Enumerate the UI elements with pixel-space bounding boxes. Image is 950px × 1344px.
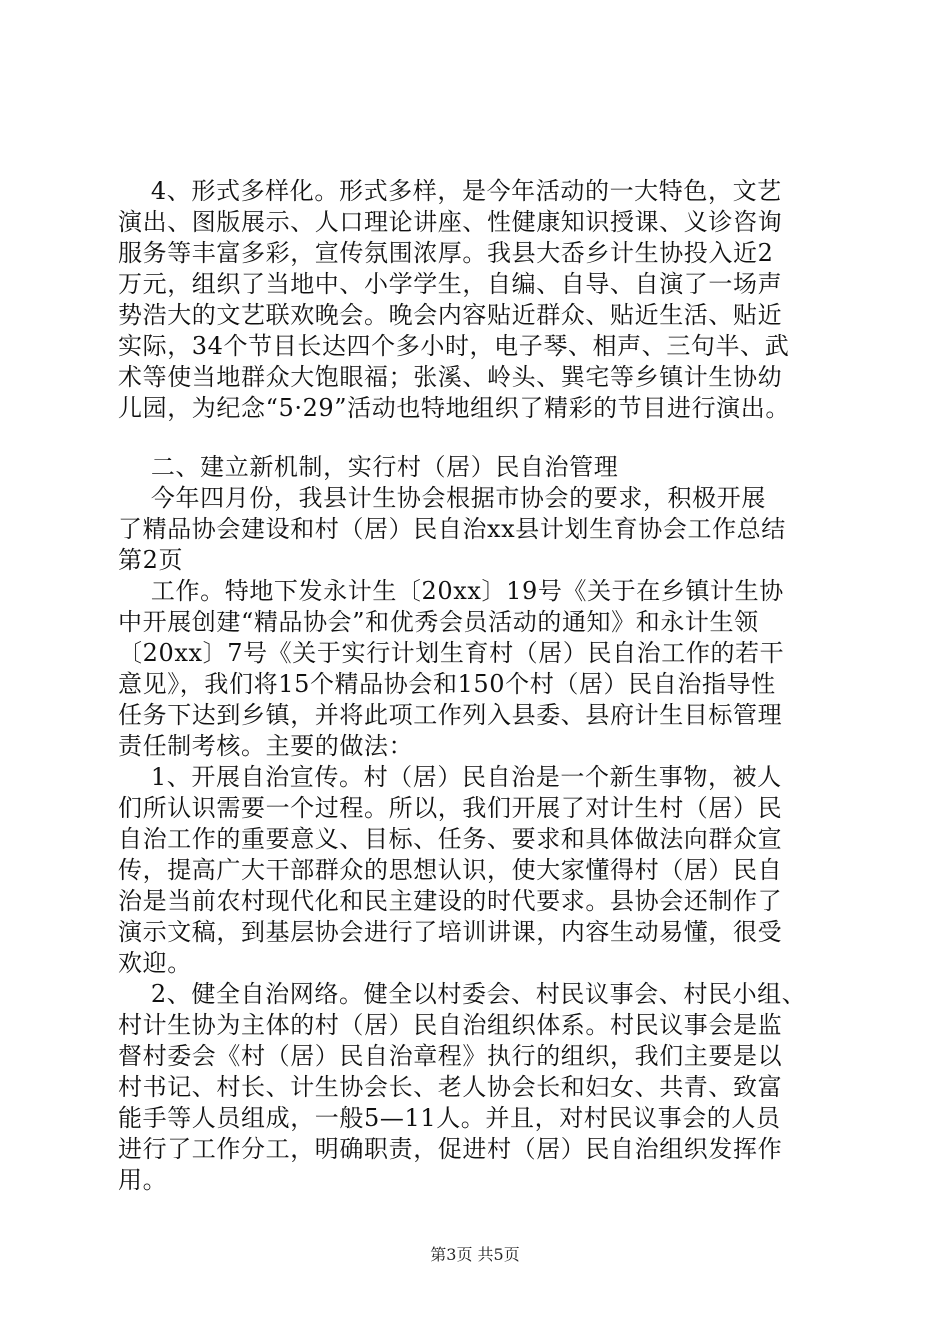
paragraph-line: 村书记、村长、计生协会长、老人协会长和妇女、共青、致富 [118, 1073, 783, 1101]
paragraph-line: 实际，34个节目长达四个多小时，电子琴、相声、三句半、武 [118, 332, 790, 360]
paragraph-line: 2、健全自治网络。健全以村委会、村民议事会、村民小组、 [118, 980, 807, 1008]
paragraph-line: 势浩大的文艺联欢晚会。晚会内容贴近群众、贴近生活、贴近 [118, 301, 783, 329]
paragraph-line: 万元，组织了当地中、小学学生，自编、自导、自演了一场声 [118, 270, 783, 298]
paragraph-line: 传，提高广大干部群众的思想认识，使大家懂得村（居）民自 [118, 856, 783, 884]
paragraph-line: 术等使当地群众大饱眼福；张溪、岭头、巽宅等乡镇计生协幼 [118, 363, 783, 391]
paragraph-line: 工作。特地下发永计生〔20xx〕19号《关于在乡镇计生协 [118, 577, 784, 605]
section-form-diversity [118, 176, 838, 424]
paragraph-line: 欢迎。 [118, 949, 192, 977]
paragraph-line: 们所认识需要一个过程。所以，我们开展了对计生村（居）民 [118, 794, 783, 822]
paragraph-line: 意见》，我们将15个精品协会和150个村（居）民自治指导性 [118, 670, 776, 698]
paragraph-line: 演示文稿，到基层协会进行了培训讲课，内容生动易懂，很受 [118, 918, 783, 946]
paragraph-line: 演出、图版展示、人口理论讲座、性健康知识授课、义诊咨询 [118, 208, 783, 236]
paragraph-line: 中开展创建“精品协会”和优秀会员活动的通知》和永计生领 [118, 608, 759, 636]
paragraph-line: 儿园，为纪念“5·29”活动也特地组织了精彩的节目进行演出。 [118, 394, 790, 422]
paragraph-line: 今年四月份，我县计生协会根据市协会的要求，积极开展 [118, 484, 766, 512]
page-footer: 第3页 共5页 [430, 1245, 520, 1264]
paragraph-line: 用。 [118, 1166, 168, 1194]
section-new-mechanism [118, 452, 838, 1196]
paragraph-line: 村计生协为主体的村（居）民自治组织体系。村民议事会是监 [118, 1011, 783, 1039]
paragraph-line: 责任制考核。主要的做法： [118, 732, 414, 760]
paragraph-line: 了精品协会建设和村（居）民自治xx县计划生育协会工作总结 [118, 515, 786, 543]
paragraph-line: 服务等丰富多彩，宣传氛围浓厚。我县大岙乡计生协投入近2 [118, 239, 774, 267]
paragraph-line: 4、形式多样化。形式多样，是今年活动的一大特色，文艺 [118, 177, 782, 205]
page-marker-line: 第2页 [118, 546, 184, 574]
paragraph-line: 治是当前农村现代化和民主建设的时代要求。县协会还制作了 [118, 887, 783, 915]
paragraph-line: 〔20xx〕7号《关于实行计划生育村（居）民自治工作的若干 [118, 639, 785, 667]
paragraph-line: 任务下达到乡镇，并将此项工作列入县委、县府计生目标管理 [118, 701, 783, 729]
paragraph-line: 进行了工作分工，明确职责，促进村（居）民自治组织发挥作 [118, 1135, 783, 1163]
paragraph-line: 自治工作的重要意义、目标、任务、要求和具体做法向群众宣 [118, 825, 783, 853]
section-heading: 二、建立新机制，实行村（居）民自治管理 [118, 453, 619, 481]
paragraph-line: 能手等人员组成，一般5—11人。并且，对村民议事会的人员 [118, 1104, 781, 1132]
paragraph-line: 督村委会《村（居）民自治章程》执行的组织，我们主要是以 [118, 1042, 783, 1070]
paragraph-line: 1、开展自治宣传。村（居）民自治是一个新生事物，被人 [118, 763, 782, 791]
